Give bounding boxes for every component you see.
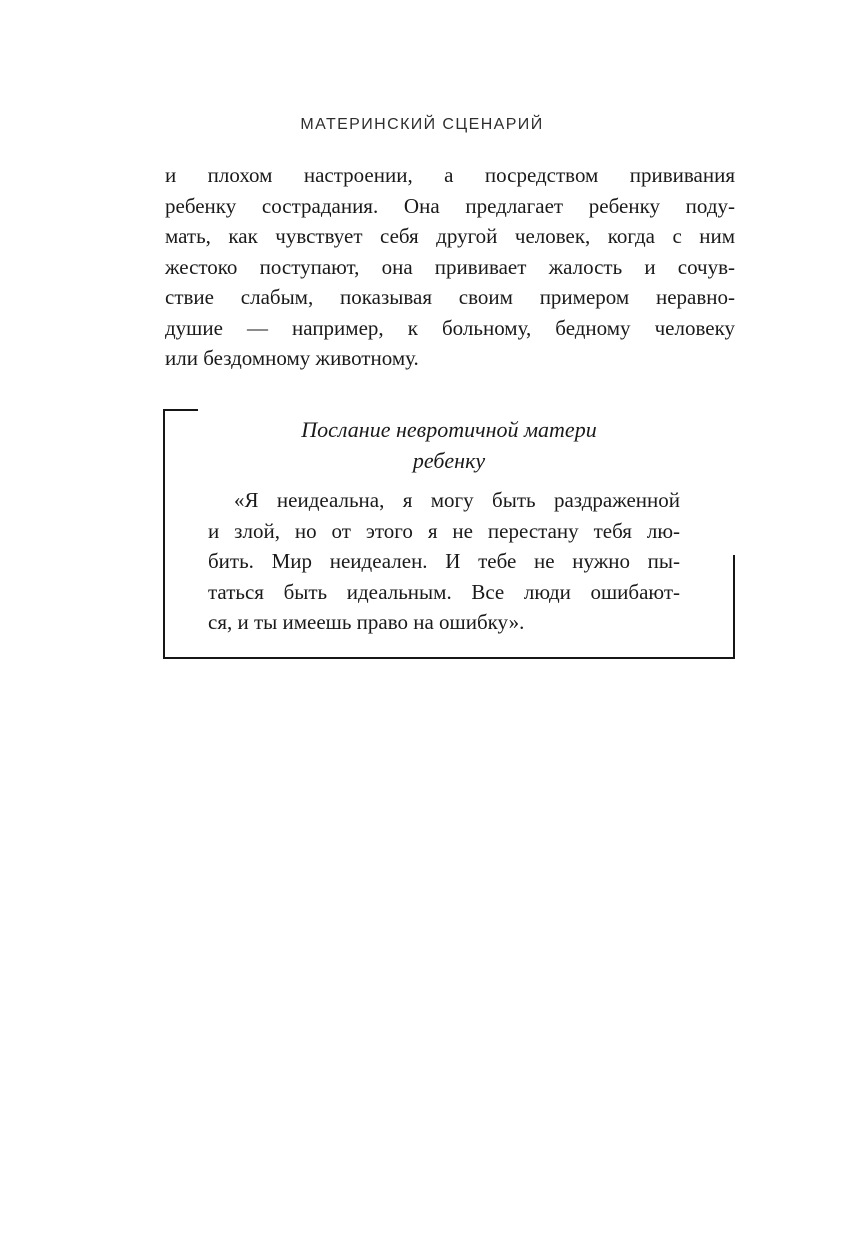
body-paragraph [165,160,735,374]
frame-bottom-line [163,657,735,659]
body-line: душие — например, к больному, бедному человеку [165,315,735,340]
quote-box-heading-line: ребенку [412,448,486,473]
quote-line: бить. Мир неидеален. И тебе не нужно пы- [208,549,680,573]
frame-left-line [163,409,165,659]
quote-text [208,485,680,638]
body-line: или бездомному животному. [165,346,419,370]
frame-right-line [733,555,735,659]
quote-box [163,409,735,659]
body-line: жестоко поступают, она прививает жалость и сочув- [165,254,735,279]
frame-top-stub-line [163,409,198,411]
body-line: мать, как чувствует себя другой человек, когда с ним [165,224,735,248]
body-line: ствие слабым, показывая своим примером неравно- [165,285,735,309]
body-line: и плохом настроении, а посредством прививания [165,163,735,187]
quote-line: таться быть идеальным. Все люди ошибают- [208,579,680,604]
quote-line: «Я неидеальна, я могу быть раздраженной [234,488,680,512]
quote-line: ся, и ты имеешь право на ошибку». [208,610,525,634]
running-header: МАТЕРИНСКИЙ СЦЕНАРИЙ [300,116,544,133]
body-line: ребенку сострадания. Она предлагает ребенку поду- [165,193,735,218]
quote-line: и злой, но от этого я не перестану тебя лю- [208,518,680,543]
quote-box-heading [163,414,735,476]
quote-box-heading-line: Послание невротичной матери [301,417,597,442]
